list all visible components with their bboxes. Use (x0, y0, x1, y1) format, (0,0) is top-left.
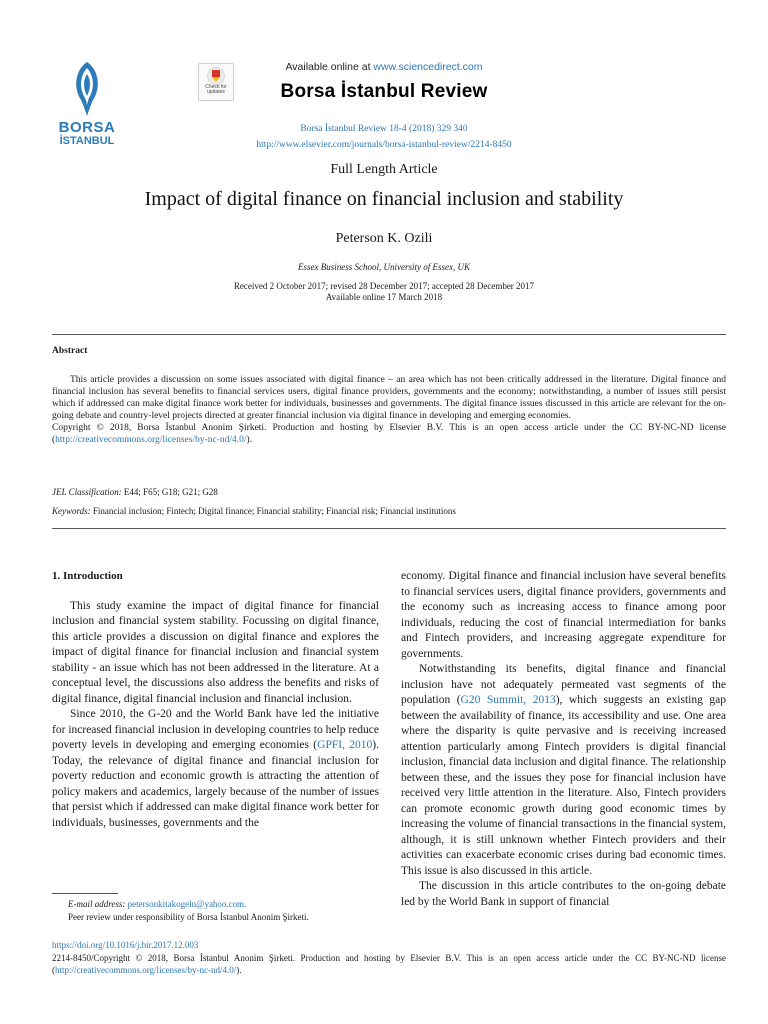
keywords-line (52, 506, 456, 516)
intro-paragraph-4: The discussion in this article contributes to the on-going debate led by the World Bank in support of financial (401, 880, 726, 908)
p2-text-a: Since 2010, the G-20 and the World Bank have led the initiative for increased financial inclusion in developing countries to help reduce poverty levels in developing and emerging economies ( (52, 708, 379, 751)
divider-bottom (52, 528, 726, 529)
available-online-date: Available online 17 March 2018 (325, 292, 443, 302)
jel-codes: E44; F65; G18; G21; G28 (121, 487, 218, 497)
email-label: E-mail address: (68, 899, 128, 909)
article-title: Impact of digital finance on financial inclusion and stability (144, 188, 624, 210)
available-online-line (0, 61, 768, 73)
footnote-email (68, 899, 246, 909)
keywords-list: Financial inclusion; Fintech; Digital finance; Financial stability; Financial risk; Financial institutions (90, 506, 456, 516)
cc-license-link[interactable]: http://creativecommons.org/licenses/by-nc-nd/4.0/ (55, 435, 247, 445)
intro-paragraph-2 (52, 707, 379, 831)
intro-paragraph-2-cont: economy. Digital finance and financial inclusion have several benefits to financial services users, digital finance providers, governments and the economy such as increasing access to finance among poor individuals, reducing the cost of financial intermediation for banks and Fintech providers, and increasing aggregate expenditure for governments. (401, 570, 726, 660)
abstract-heading: Abstract (52, 346, 88, 356)
check-for-label: Check for (205, 84, 227, 90)
footnote-divider (52, 893, 118, 894)
footer-license-close: ). (236, 964, 242, 975)
copyright-text: Copyright © 2018, Borsa İstanbul Anonim Şirketi. Production and hosting by Elsevier B.V. This is an open access article under the CC BY-NC-ND license ( (52, 423, 726, 445)
intro-paragraph-1: This study examine the impact of digital finance for financial inclusion and financial system stability. Focussing on digital finance, this article provides a discussion on digital finance and explores the impact of digital finance for financial inclusion and financial system stability - an issue which has not been addressed in the literature. At a conceptual level, the discussions also address the benefits and risks of digital finance, digital financial inclusion and financial inclusion. (52, 599, 379, 705)
author-email-link[interactable]: petersonkitakogelu@yahoo.com. (127, 899, 247, 909)
logo-text-borsa: BORSA (58, 119, 116, 136)
journal-citation[interactable]: Borsa İstanbul Review 18-4 (2018) 329 340 (300, 124, 468, 134)
journal-url-link[interactable]: http://www.elsevier.com/journals/borsa-istanbul-review/2214-8450 (256, 140, 512, 150)
copyright-close: ). (246, 435, 253, 445)
p3-text-b: ), which suggests an existing gap between the availability of finance, its accessibility and use. One area where the disparity is quite pervasive and is receiving increased attention particularly among Fintech providers is digital financial inclusion, financial data inclusion and digital finance. The relationship between these, and the issues they pose for financial inclusion have received very little attention in the literature. Also, Fintech providers can promote economic growth during good economic times by increasing the volume of financial transactions in the financial system, although, it is still unknown whether Fintech providers and their activities can exacerbate economic crises during bad economic times. This issue is also discussed in this article. (401, 694, 726, 877)
footnote-peer-review: Peer review under responsibility of Borsa İstanbul Anonim Şirketi. (68, 912, 309, 922)
abstract-copyright (52, 422, 726, 446)
footer-license (52, 953, 726, 976)
p3-text-a: Notwithstanding its benefits, digital finance and financial inclusion have not adequately permeated vast segments of the population ( (401, 663, 726, 706)
section-heading-introduction: 1. Introduction (52, 570, 123, 582)
available-prefix: Available online at (285, 61, 374, 73)
author-name: Peterson K. Ozili (335, 231, 433, 246)
divider-top (52, 334, 726, 335)
doi-link[interactable]: https://doi.org/10.1016/j.bir.2017.12.003 (52, 940, 199, 950)
received-dates: Received 2 October 2017; revised 28 December 2017; accepted 28 December 2017 (233, 281, 535, 291)
jel-label: JEL Classification: (52, 487, 122, 497)
citation-g20-summit-2013[interactable]: G20 Summit, 2013 (460, 694, 556, 706)
abstract-body (52, 374, 726, 446)
keywords-label: Keywords: (52, 506, 91, 516)
footer-cc-license-link[interactable]: http://creativecommons.org/licenses/by-nc-nd/4.0/ (55, 964, 237, 975)
journal-title: Borsa İstanbul Review (280, 81, 488, 102)
intro-paragraph-3 (401, 662, 726, 879)
abstract-text: This article provides a discussion on some issues associated with digital finance – an area which has not been critically addressed in the literature. Digital finance and financial inclusion has several benefits to financial services users, digital finance providers, governments and the economy; notwithstanding, a number of issues still persist which if addressed can make digital finance work better for individuals, businesses and governments. The digital finance issues discussed in this article are relevant for the on-going debate and country-level projects directed at greater financial inclusion via digital finance in developing and emerging economies. (52, 375, 726, 421)
footer-license-text: 2214-8450/Copyright © 2018, Borsa İstanbul Anonim Şirketi. Production and hosting by Elsevier B.V. This is an open access article under the CC BY-NC-ND license ( (52, 953, 726, 975)
body-column-left (52, 569, 379, 831)
citation-gpfi-2010[interactable]: GPFI, 2010 (317, 739, 373, 751)
sciencedirect-link[interactable]: www.sciencedirect.com (373, 61, 483, 73)
article-type: Full Length Article (330, 162, 438, 177)
jel-classification (52, 487, 218, 497)
logo-text-istanbul: İSTANBUL (59, 135, 115, 147)
author-affiliation: Essex Business School, University of Essex, UK (298, 262, 470, 272)
updates-label: updates (207, 89, 225, 95)
body-column-right (401, 569, 726, 910)
p2-text-b: ). Today, the relevance of digital finance and financial inclusion for poverty reduction and economic growth is attracting the attention of policy makers and academics, largely because of the number of issues that persist which if addressed can make digital finance work better for individuals, businesses, governments and the (52, 739, 379, 829)
